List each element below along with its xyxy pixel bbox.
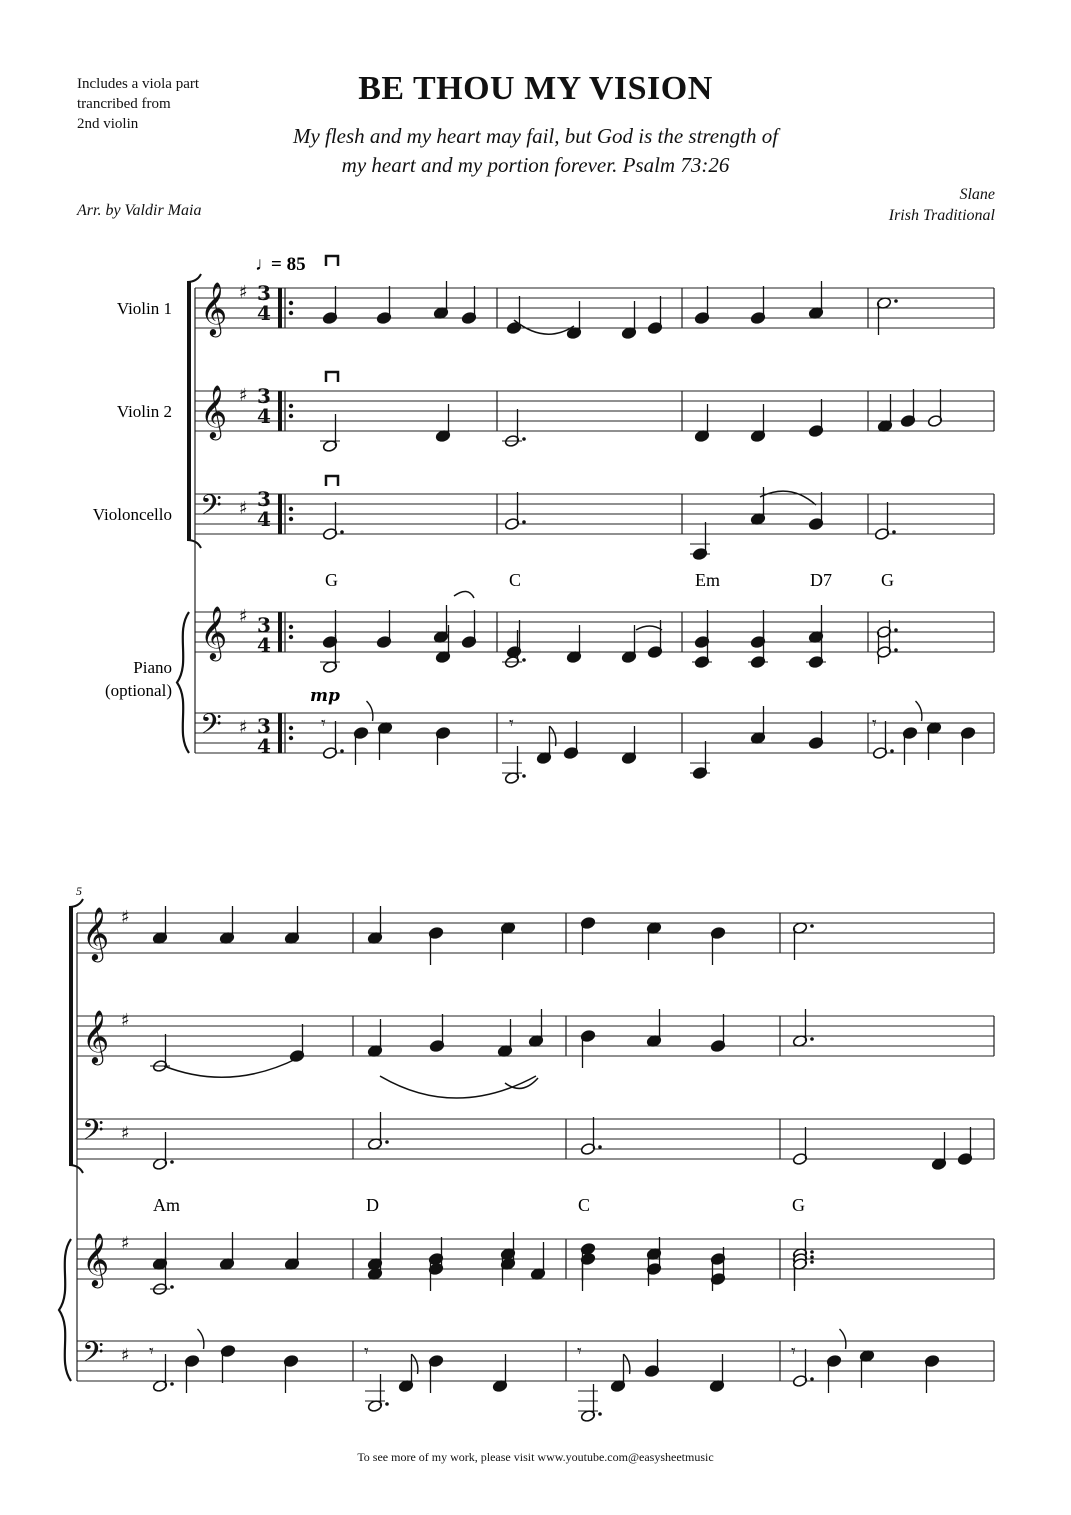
svg-text:3: 3 xyxy=(257,384,271,408)
sharp-icon: ♯ xyxy=(239,282,248,303)
repeat-dot xyxy=(289,635,293,639)
viola-note-line-1: Includes a viola part xyxy=(77,76,200,92)
instrument-label-violin-2: Violin 2 xyxy=(116,402,172,421)
augmentation-dot xyxy=(522,520,526,524)
chord-symbol: D7 xyxy=(810,570,832,590)
bracket-hook xyxy=(187,274,201,282)
augmentation-dot xyxy=(810,1250,814,1254)
tune-name: Slane xyxy=(959,186,995,203)
treble-clef-icon: 𝄞 xyxy=(82,1232,110,1286)
repeat-dot xyxy=(289,507,293,511)
repeat-bar xyxy=(278,612,282,652)
down-bow-icon xyxy=(326,372,338,382)
eighth-rest-icon: 𝄾 xyxy=(509,713,514,734)
viola-note-line-2: trancribed from xyxy=(77,96,171,112)
svg-text:4: 4 xyxy=(257,633,271,657)
repeat-bar xyxy=(278,391,282,431)
sharp-icon: ♯ xyxy=(239,498,248,519)
slur xyxy=(380,1076,536,1098)
repeat-dot xyxy=(289,726,293,730)
svg-text:3: 3 xyxy=(257,613,271,637)
slur xyxy=(164,1058,298,1077)
augmentation-dot xyxy=(894,648,898,652)
sharp-icon: ♯ xyxy=(121,1345,130,1366)
repeat-dot xyxy=(289,311,293,315)
down-bow-icon xyxy=(326,476,338,486)
chord-symbol: D xyxy=(366,1195,379,1215)
augmentation-dot xyxy=(894,299,898,303)
chord-symbol: Em xyxy=(695,570,720,590)
bracket-hook xyxy=(187,540,201,548)
instrument-label-cello: Violoncello xyxy=(92,505,172,524)
bass-clef-icon: 𝄢 xyxy=(82,1336,104,1376)
repeat-dot xyxy=(289,625,293,629)
barlines xyxy=(77,288,994,1381)
augmentation-dot xyxy=(340,530,344,534)
augmentation-dot xyxy=(522,437,526,441)
svg-text:4: 4 xyxy=(257,404,271,428)
tune-origin: Irish Traditional xyxy=(888,207,995,224)
augmentation-dot xyxy=(385,1140,389,1144)
augmentation-dot xyxy=(170,1285,174,1289)
bracket xyxy=(187,282,191,540)
repeat-bar xyxy=(278,494,282,534)
eighth-rest-icon: 𝄾 xyxy=(149,1341,154,1362)
bass-clef-icon: 𝄢 xyxy=(82,1114,104,1154)
bass-clef-icon: 𝄢 xyxy=(200,708,222,748)
sharp-icon: ♯ xyxy=(121,907,130,928)
augmentation-dot xyxy=(890,749,894,753)
piano-brace xyxy=(59,1239,71,1381)
tempo-note-icon: ♩ xyxy=(255,254,274,275)
chord-symbol: C xyxy=(509,570,522,590)
repeat-dot xyxy=(289,404,293,408)
repeat-bar xyxy=(278,288,282,328)
slur xyxy=(454,591,474,598)
augmentation-dot xyxy=(170,1382,174,1386)
svg-text:4: 4 xyxy=(257,507,271,531)
chord-symbol: Am xyxy=(153,1195,180,1215)
chord-symbol: G xyxy=(881,570,894,590)
eighth-rest-icon: 𝄾 xyxy=(577,1341,582,1362)
eighth-flag xyxy=(367,701,373,721)
chord-symbol: G xyxy=(325,570,338,590)
eighth-rest-icon: 𝄾 xyxy=(791,1341,796,1362)
time-signatures xyxy=(257,281,271,758)
page-title: BE THOU MY VISION xyxy=(358,70,713,107)
svg-text:3: 3 xyxy=(257,487,271,511)
svg-text:4: 4 xyxy=(257,301,271,325)
repeat-dot xyxy=(289,414,293,418)
augmentation-dot xyxy=(892,530,896,534)
staff-lines xyxy=(77,288,994,1381)
eighth-flag xyxy=(840,1329,846,1349)
augmentation-dot xyxy=(170,1160,174,1164)
treble-clef-icon: 𝄞 xyxy=(200,281,228,335)
treble-clef-icon: 𝄞 xyxy=(200,384,228,438)
sharp-icon: ♯ xyxy=(121,1123,130,1144)
repeat-bar xyxy=(278,713,282,753)
repeat-dot xyxy=(289,301,293,305)
measure-number: 5 xyxy=(76,884,82,898)
svg-text:3: 3 xyxy=(257,281,271,305)
eighth-flag xyxy=(916,701,922,721)
augmentation-dot xyxy=(810,1037,814,1041)
augmentation-dot xyxy=(810,1377,814,1381)
treble-clef-icon: 𝄞 xyxy=(200,605,228,659)
sharp-icon: ♯ xyxy=(239,385,248,406)
eighth-rest-icon: 𝄾 xyxy=(872,713,877,734)
slur xyxy=(760,491,816,505)
sharp-icon: ♯ xyxy=(239,717,248,738)
sharp-icon: ♯ xyxy=(121,1233,130,1254)
bracket-hook xyxy=(69,1165,83,1173)
instrument-label-piano: Piano xyxy=(133,658,172,677)
slur xyxy=(636,626,662,630)
sharp-icon: ♯ xyxy=(121,1010,130,1031)
svg-text:4: 4 xyxy=(257,734,271,758)
viola-note-line-3: 2nd violin xyxy=(77,116,139,132)
eighth-rest-icon: 𝄾 xyxy=(364,1341,369,1362)
slur xyxy=(514,320,574,334)
bracket xyxy=(69,907,73,1165)
arranger-credit: Arr. by Valdir Maia xyxy=(77,202,202,219)
instrument-label-piano-optional: (optional) xyxy=(104,681,172,700)
chord-symbol: G xyxy=(792,1195,805,1215)
sharp-icon: ♯ xyxy=(239,606,248,627)
svg-text:3: 3 xyxy=(257,714,271,738)
footer-note: To see more of my work, please visit www.youtube.com@easysheetmusic xyxy=(357,1450,714,1464)
dynamic-mark: mp xyxy=(310,686,340,706)
epigraph-line-1: My flesh and my heart may fail, but God is the strength of xyxy=(292,124,779,148)
treble-clef-icon: 𝄞 xyxy=(82,906,110,960)
augmentation-dot xyxy=(385,1402,389,1406)
augmentation-dot xyxy=(522,774,526,778)
eighth-flag xyxy=(198,1329,204,1349)
piano-brace xyxy=(177,612,189,753)
repeat-dot xyxy=(289,736,293,740)
augmentation-dot xyxy=(340,749,344,753)
augmentation-dot xyxy=(894,628,898,632)
augmentation-dot xyxy=(522,658,526,662)
bass-clef-icon: 𝄢 xyxy=(200,489,222,529)
augmentation-dot xyxy=(810,1255,814,1259)
augmentation-dot xyxy=(810,924,814,928)
chord-symbol: C xyxy=(578,1195,591,1215)
down-bow-icon xyxy=(326,256,338,266)
eighth-rest-icon: 𝄾 xyxy=(321,713,326,734)
tempo-marking: = 85 xyxy=(271,254,306,275)
bracket-hook xyxy=(69,899,83,907)
instrument-label-violin-1: Violin 1 xyxy=(116,299,172,318)
augmentation-dot xyxy=(598,1145,602,1149)
augmentation-dot xyxy=(810,1260,814,1264)
treble-clef-icon: 𝄞 xyxy=(82,1009,110,1063)
repeat-dot xyxy=(289,517,293,521)
augmentation-dot xyxy=(598,1412,602,1416)
epigraph-line-2: my heart and my portion forever. Psalm 73:26 xyxy=(341,153,730,177)
